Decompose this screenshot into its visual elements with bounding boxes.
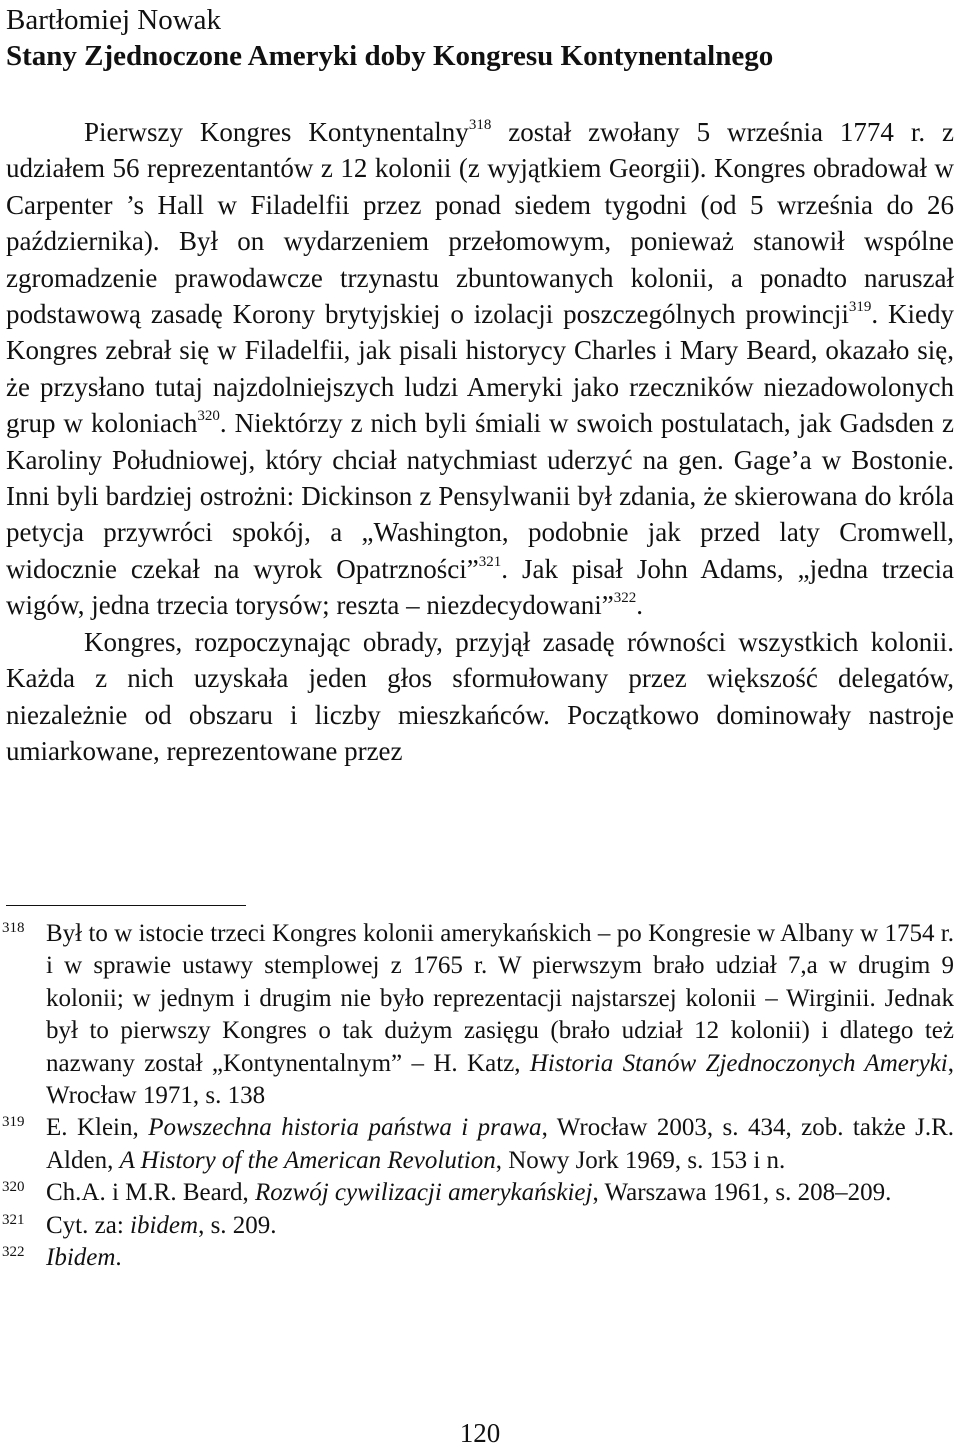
footnote-number: 318 <box>2 920 25 936</box>
footnote-text: , Wrocław 1971, s. 138 <box>46 1049 954 1110</box>
footnote-text: Cyt. za: <box>46 1211 131 1239</box>
footnote-ref-319[interactable]: 319 <box>848 299 872 316</box>
footnotes <box>2 918 955 1274</box>
footnote-318 <box>2 918 954 1112</box>
footnote-number: 319 <box>2 1114 25 1131</box>
footnote-title: Rozwój cywilizacji amerykańskiej <box>255 1179 593 1207</box>
footnote-322 <box>2 1242 954 1274</box>
author-name: Bartłomiej Nowak <box>6 4 222 36</box>
paragraph-2: Kongres, rozpoczynając obrady, przyjął zasadę równości wszystkich kolonii. Każda z nich uzyskała jeden głos sformułowany przez większość delegatów, niezależnie od obszaru i liczby mieszkańców. Początkowo dominowały nastroje umiarkowane, reprezentowane przez <box>6 626 954 766</box>
footnote-ref-318[interactable]: 318 <box>468 117 492 133</box>
footnote-text: E. Klein, <box>46 1114 149 1142</box>
document-page <box>2 0 955 1448</box>
paragraph-1 <box>6 114 954 624</box>
text-run: Pierwszy Kongres Kontynentalny <box>84 117 469 147</box>
footnote-title: ibidem <box>130 1211 199 1239</box>
footnote-separator <box>6 905 246 906</box>
footnote-title: Ibidem <box>46 1244 116 1272</box>
footnote-number: 322 <box>2 1244 25 1261</box>
footnote-321 <box>2 1210 954 1242</box>
footnote-text: Ch.A. i M.R. Beard, <box>46 1179 256 1207</box>
footnote-text: , Warszawa 1961, s. 208–209. <box>592 1179 892 1207</box>
footnote-ref-320[interactable]: 320 <box>197 408 220 425</box>
footnote-text: , s. 209. <box>198 1211 277 1239</box>
footnote-title: A History of the American Revolution <box>119 1146 496 1174</box>
footnote-ref-321[interactable]: 321 <box>478 553 502 570</box>
text-run: . Kiedy Kongres zebrał się w Filadelfii, jak pisali historycy Charles i Mary Beard, okazało się, że przysłano tutaj najzdolniejszych ludzi Ameryki jako rzeczników niezadowolonych grup w koloniach <box>6 299 954 439</box>
text-run: został zwołany 5 września 1774 r. z udziałem 56 reprezentantów z 12 kolonii (z wyjątkiem Georgii). Kongres obradował w Carpenter ’s Hall w Filadelfii przez ponad siedem tygodni (od 5 września do 26 października). Był on wydarzeniem przełomowym, ponieważ stanowił wspólne zgromadzenie prawodawcze trzynastu zbuntowanych kolonii, a ponadto naruszał podstawową zasadę Korony brytyjskiej o izolacji poszczególnych prowincji <box>6 117 954 330</box>
page-number: 120 <box>459 1418 501 1448</box>
footnote-text: , Nowy Jork 1969, s. 153 i n. <box>495 1146 786 1174</box>
text-run: . <box>636 590 644 621</box>
footnote-text: Był to w istocie trzeci Kongres kolonii amerykańskich – po Kongresie w Albany w 1754 r. i w sprawie ustawy stemplowej z 1765 r. W pierwszym brało udział 7,a w drugim 9 kolonii; w jednym i drugim nie było reprezentacji najstarszej kolonii – Wirginii. Jednak był to pierwszy Kongres o tak dużym zasięgu (brało udział 12 kolonii) i dlatego też nazwany został „Kontynentalnym” – H. Katz, <box>46 920 954 1077</box>
text-run: . Niektórzy z nich byli śmiali w swoich postulatach, jak Gadsden z Karoliny Południowej, który chciał natychmiast uderzyć na gen. Gage’a w Bostonie. Inni byli bardziej ostrożni: Dickinson z Pensylwanii był zdania, że skierowana do króla petycja przywróci spokój, a „Washington, podobnie jak przed laty Cromwell, widocznie czekał na wyrok Opatrzności” <box>6 408 954 584</box>
footnote-320 <box>2 1177 954 1209</box>
chapter-title: Stany Zjednoczone Ameryki doby Kongresu Kontynentalnego <box>6 40 774 72</box>
footnote-title: Powszechna historia państwa i prawa <box>148 1114 542 1142</box>
text-run: . Jak pisał John Adams, „jedna trzecia wigów, jedna trzecia torysów; reszta – niezdecydowani” <box>6 553 954 621</box>
footnote-319 <box>2 1112 955 1177</box>
footnote-text: . <box>115 1244 122 1272</box>
footnote-text: , Wrocław 2003, s. 434, zob. także J.R. Alden, <box>46 1114 955 1174</box>
footnote-number: 321 <box>2 1211 25 1228</box>
footnote-title: Historia Stanów Zjednoczonych Ameryki <box>529 1049 948 1077</box>
main-text <box>6 114 954 769</box>
footnote-ref-322[interactable]: 322 <box>613 590 637 607</box>
footnote-number: 320 <box>2 1179 25 1196</box>
